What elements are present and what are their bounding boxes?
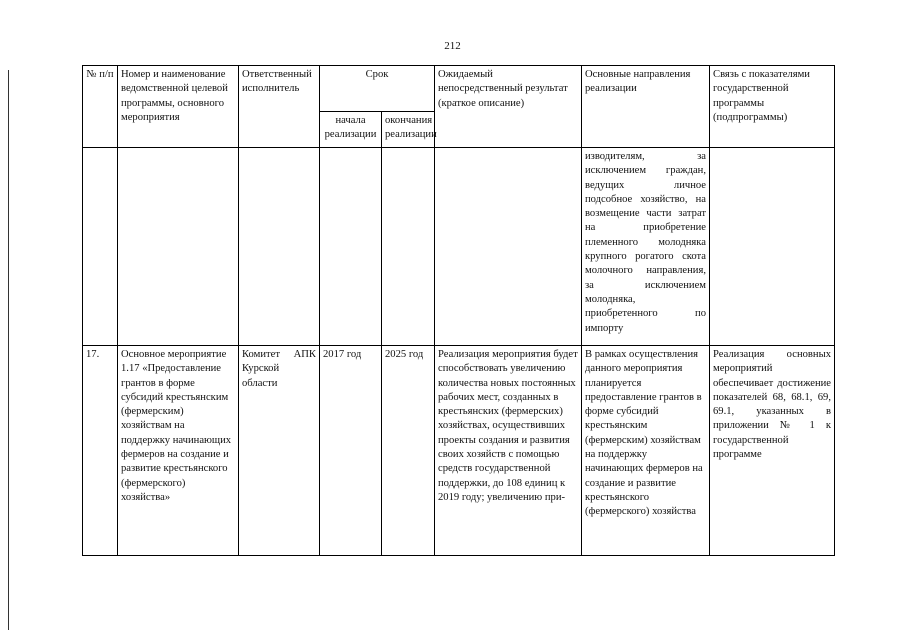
- cell-directions-continued: изводителям, за исключением граждан, ведущих личное подсобное хозяйство, на возмещение части затрат на приобретение племенного молодняка крупного рогатого скота молочного направления, за исключением молодняка, приобретенного по импорту: [582, 148, 710, 346]
- table-row-continued: [83, 148, 835, 346]
- cell-empty: [435, 148, 582, 346]
- cell-empty: [118, 148, 239, 346]
- cell-empty: [239, 148, 320, 346]
- cell-executor: Комитет АПК Курской области: [239, 346, 320, 556]
- page-number: 212: [444, 40, 461, 52]
- header-executor: Ответственный исполнитель: [239, 66, 320, 148]
- header-directions: Основные направления реализации: [582, 66, 710, 148]
- scan-margin-line: [8, 70, 9, 630]
- cell-num: 17.: [83, 346, 118, 556]
- header-term-end: окончания реализации: [382, 112, 435, 148]
- cell-link: Реализация основных мероприятий обеспечивает достижение показателей 68, 68.1, 69, 69.1, указанных в приложении № 1 к государственной программе: [710, 346, 835, 556]
- header-term: Срок: [320, 66, 435, 112]
- header-link: Связь с показателями государственной программы (подпрограммы): [710, 66, 835, 148]
- cell-end: 2025 год: [382, 346, 435, 556]
- cell-empty: [710, 148, 835, 346]
- cell-empty: [320, 148, 382, 346]
- cell-directions: В рамках осуществления данного мероприятия планируется предоставление грантов в форме субсидий крестьянским (фермерским) хозяйствам на поддержку начинающих фермеров на создание и развитие крестьянского (фермерского) хозяйства: [582, 346, 710, 556]
- cell-program: Основное мероприятие 1.17 «Предоставление грантов в форме субсидий крестьянским (фермерским) хозяйствам на поддержку начинающих фермеров на создание и развитие крестьянского (фермерского) хозяйства»: [118, 346, 239, 556]
- cell-start: 2017 год: [320, 346, 382, 556]
- table-row-17: [83, 346, 835, 556]
- header-program: Номер и наименование ведомственной целевой программы, основного мероприятия: [118, 66, 239, 148]
- program-table: [82, 65, 835, 556]
- cell-empty: [83, 148, 118, 346]
- cell-empty: [382, 148, 435, 346]
- header-num: № п/п: [83, 66, 118, 148]
- header-result: Ожидаемый непосредственный результат (краткое описание): [435, 66, 582, 148]
- cell-result: Реализация мероприятия будет способствовать увеличению количества новых постоянных рабочих мест, созданных в крестьянских (фермерских) хозяйствах, осуществивших проекты создания и развития своих хозяйств с помощью средств государственной поддержки, до 108 единиц к 2019 году; увеличению при-: [435, 346, 582, 556]
- header-row: [83, 66, 835, 112]
- header-term-start: начала реализации: [320, 112, 382, 148]
